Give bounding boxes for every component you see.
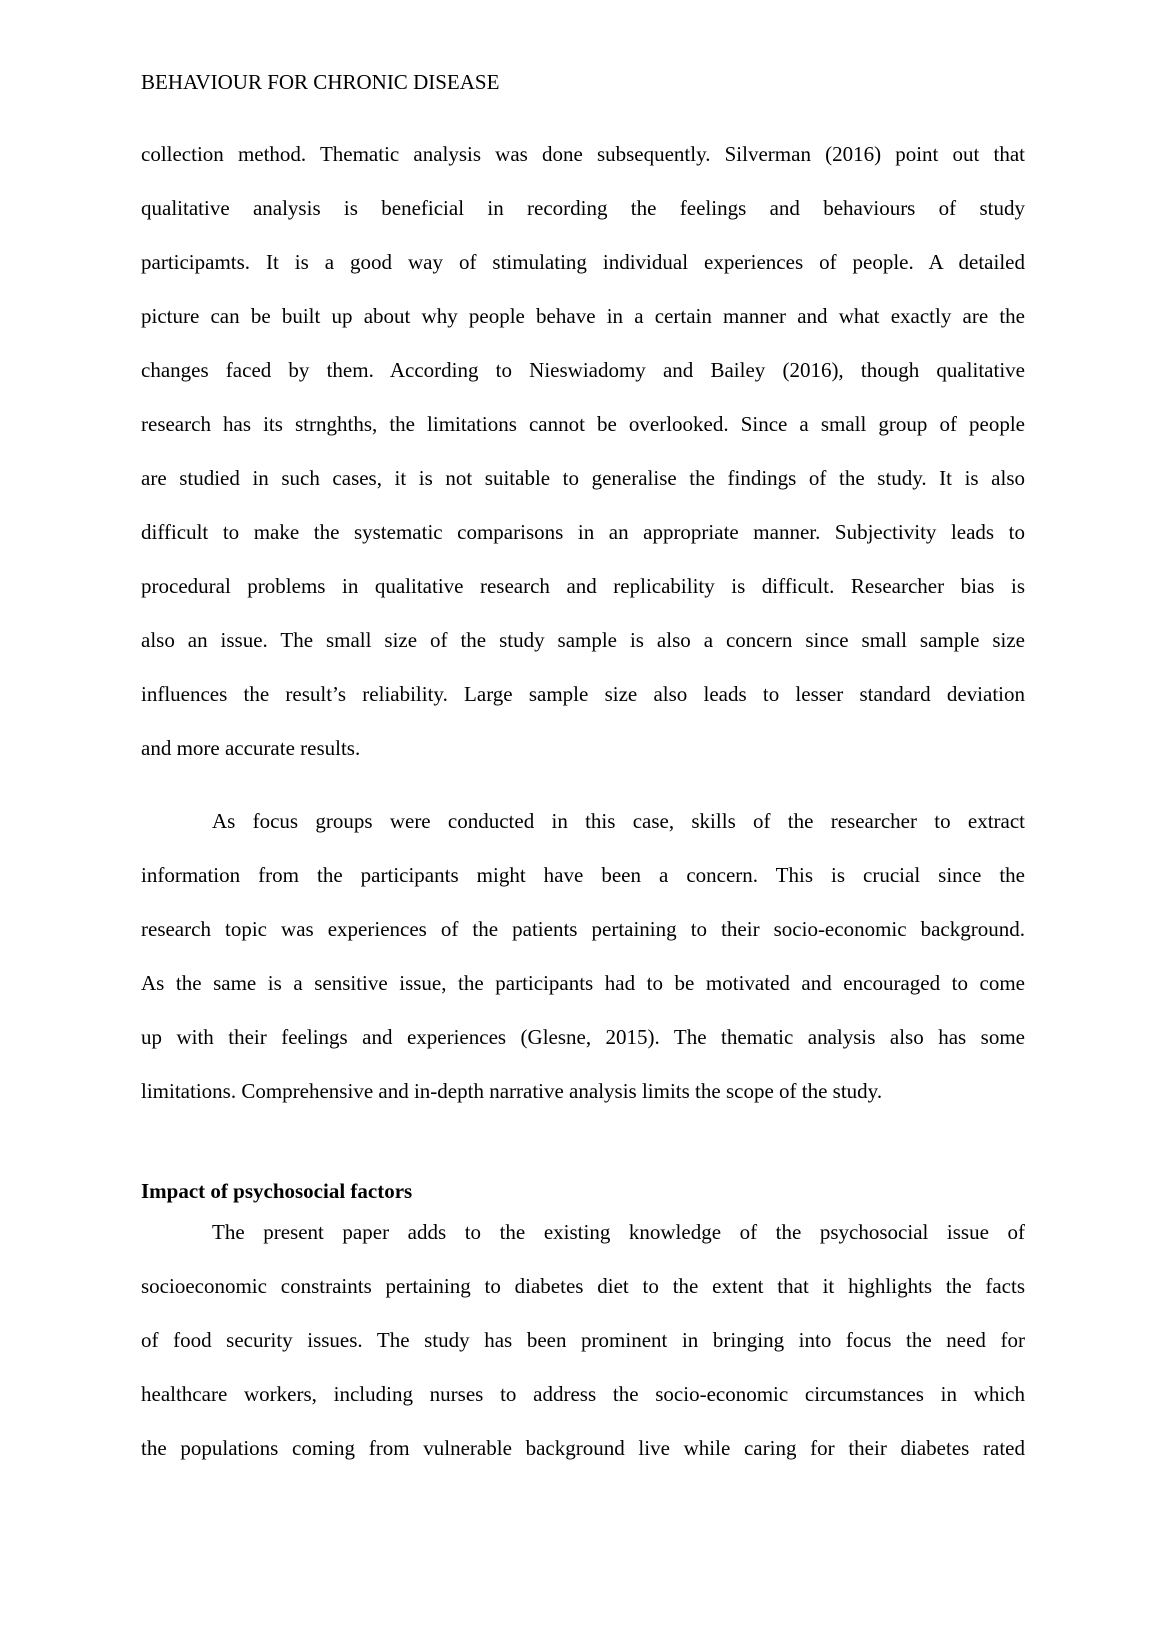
paragraph-1-line-8: difficult to make the systematic comparisons in an appropriate manner. Subjectivity leads to xyxy=(141,520,1025,544)
paragraph-3-line-1: The present paper adds to the existing knowledge of the psychosocial issue of xyxy=(212,1220,1025,1244)
section-heading: Impact of psychosocial factors xyxy=(141,1179,413,1203)
paragraph-3-line-2: socioeconomic constraints pertaining to diabetes diet to the extent that it highlights the facts xyxy=(141,1274,1025,1298)
paragraph-1-line-10: also an issue. The small size of the study sample is also a concern since small sample size xyxy=(141,628,1025,652)
paragraph-1-line-5: changes faced by them. According to Nieswiadomy and Bailey (2016), though qualitative xyxy=(141,358,1025,382)
paragraph-1-line-9: procedural problems in qualitative research and replicability is difficult. Researcher bias is xyxy=(141,574,1025,598)
paragraph-2-line-3: research topic was experiences of the patients pertaining to their socio-economic background. xyxy=(141,917,1025,941)
paragraph-3-line-5: the populations coming from vulnerable background live while caring for their diabetes rated xyxy=(141,1436,1025,1460)
paragraph-1-line-11: influences the result’s reliability. Large sample size also leads to lesser standard deviation xyxy=(141,682,1025,706)
paragraph-2-line-4: As the same is a sensitive issue, the participants had to be motivated and encouraged to come xyxy=(141,971,1025,995)
paragraph-2-line-1: As focus groups were conducted in this case, skills of the researcher to extract xyxy=(212,809,1025,833)
paragraph-1-line-7: are studied in such cases, it is not suitable to generalise the findings of the study. It is also xyxy=(141,466,1025,490)
paragraph-3-line-4: healthcare workers, including nurses to address the socio-economic circumstances in which xyxy=(141,1382,1025,1406)
paragraph-1-line-4: picture can be built up about why people behave in a certain manner and what exactly are the xyxy=(141,304,1025,328)
paragraph-2-line-6: limitations. Comprehensive and in-depth narrative analysis limits the scope of the study. xyxy=(141,1079,883,1103)
paragraph-1-line-2: qualitative analysis is beneficial in recording the feelings and behaviours of study xyxy=(141,196,1025,220)
paragraph-1-line-6: research has its strnghths, the limitations cannot be overlooked. Since a small group of people xyxy=(141,412,1025,436)
paragraph-1-line-12: and more accurate results. xyxy=(141,736,361,760)
paragraph-3-line-3: of food security issues. The study has been prominent in bringing into focus the need for xyxy=(141,1328,1025,1352)
paragraph-1-line-1: collection method. Thematic analysis was done subsequently. Silverman (2016) point out that xyxy=(141,142,1025,166)
paragraph-2-line-2: information from the participants might have been a concern. This is crucial since the xyxy=(141,863,1025,887)
running-head: BEHAVIOUR FOR CHRONIC DISEASE xyxy=(141,70,500,94)
paragraph-2-line-5: up with their feelings and experiences (Glesne, 2015). The thematic analysis also has some xyxy=(141,1025,1025,1049)
paragraph-1-line-3: participamts. It is a good way of stimulating individual experiences of people. A detailed xyxy=(141,250,1025,274)
